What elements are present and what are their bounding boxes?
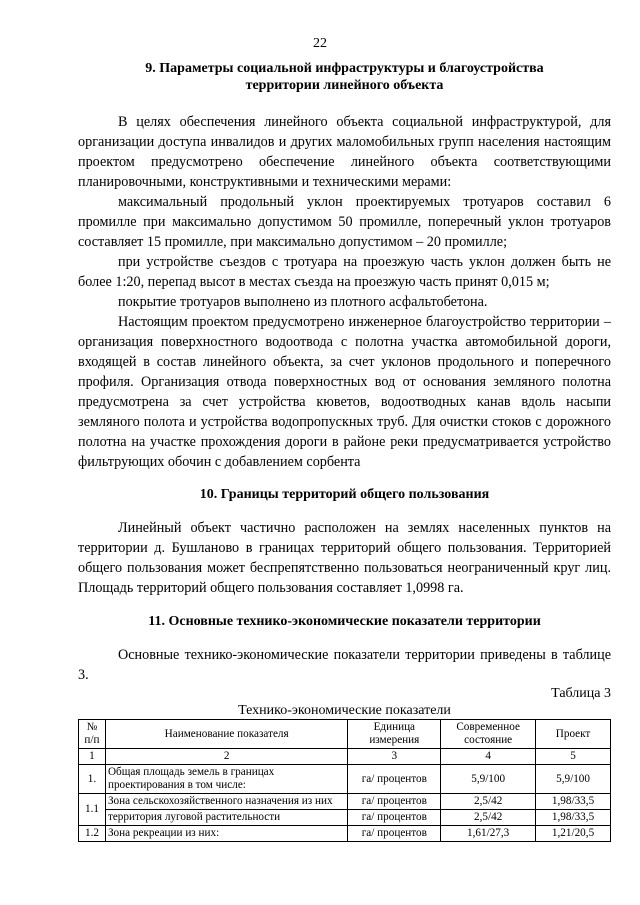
header-unit: Единица измерения — [348, 720, 441, 749]
row-name: Зона рекреации из них: — [105, 826, 347, 842]
section-9-paragraph: при устройстве съездов с тротуара на проезжую часть уклон должен быть не более 1:20, перепад высот в местах съезда на проезжую часть принят 0,015 м; — [78, 254, 611, 290]
section-9-paragraph: В целях обеспечения линейного объекта социальной инфраструктурой, для организации доступа инвалидов и других маломобильных групп населения настоящим проектом предусмотрено обеспечение линейного объекта соответствующими планировочными, конструктивными и техническими мерами: — [78, 114, 611, 190]
row-num: 1.1 — [79, 794, 106, 826]
row-current: 1,61/27,3 — [441, 826, 536, 842]
indicators-table — [78, 719, 611, 842]
row-project: 1,98/33,5 — [536, 794, 611, 810]
row-name: территория луговой растительности — [105, 810, 347, 826]
table-reference: Таблица 3 — [551, 686, 611, 701]
section-11-paragraph: Основные технико-экономические показатели территории приведены в таблице 3. — [78, 647, 611, 683]
row-project: 5,9/100 — [536, 765, 611, 794]
row-name: Зона сельскохозяйственного назначения из них — [105, 794, 347, 810]
section-11-heading: 11. Основные технико-экономические показатели территории — [148, 614, 541, 629]
section-9-paragraph: максимальный продольный уклон проектируемых тротуаров составил 6 промилле при максимально допустимом 50 промилле, поперечный уклон тротуаров составляет 15 промилле, при максимально допустимом – 20 промилле; — [78, 194, 611, 250]
row-name: Общая площадь земель в границах проектирования в том числе: — [105, 765, 347, 794]
index-cell: 2 — [105, 749, 347, 765]
index-cell: 3 — [348, 749, 441, 765]
header-current: Современное состояние — [441, 720, 536, 749]
document-body — [78, 60, 611, 842]
index-cell: 4 — [441, 749, 536, 765]
row-num: 1.2 — [79, 826, 106, 842]
row-project: 1,21/20,5 — [536, 826, 611, 842]
table-row — [79, 794, 611, 810]
index-cell: 5 — [536, 749, 611, 765]
section-9-paragraph: Настоящим проектом предусмотрено инженерное благоустройство территории – организация поверхностного водоотвода с полотна участка автомобильной дороги, входящей в состав линейного объекта, за счет уклонов продольного и поперечного профиля. Организация отвода поверхностных вод от основания земляного полотна предусмотрена за счет устройства кюветов, водоотводных канав вдоль насыпи земляного полота и устройства водопропускных труб. Для очистки стоков с дорожного полотна на участке прохождения дороги в районе реки предусматривается устройство фильтрующих обочин с добавлением сорбента — [78, 314, 611, 470]
row-current: 2,5/42 — [441, 810, 536, 826]
table-row — [79, 810, 611, 826]
section-9-heading-line2: территории линейного объекта — [245, 78, 444, 93]
section-10-heading: 10. Границы территорий общего пользования — [199, 487, 490, 502]
section-9-heading — [78, 60, 611, 94]
table-row — [79, 826, 611, 842]
row-project: 1,98/33,5 — [536, 810, 611, 826]
row-current: 5,9/100 — [441, 765, 536, 794]
row-num: 1. — [79, 765, 106, 794]
table-index-row — [79, 749, 611, 765]
header-name: Наименование показателя — [105, 720, 347, 749]
row-unit: га/ процентов — [348, 765, 441, 794]
row-unit: га/ процентов — [348, 826, 441, 842]
table-row — [79, 765, 611, 794]
page-number: 22 — [313, 36, 327, 51]
table-header-row — [79, 720, 611, 749]
header-num: № п/п — [79, 720, 106, 749]
row-current: 2,5/42 — [441, 794, 536, 810]
row-unit: га/ процентов — [348, 810, 441, 826]
table-title: Технико-экономические показатели — [238, 703, 451, 718]
section-9-heading-line1: 9. Параметры социальной инфраструктуры и благоустройства — [145, 61, 544, 76]
row-unit: га/ процентов — [348, 794, 441, 810]
section-9-paragraph: покрытие тротуаров выполнено из плотного асфальтобетона. — [118, 294, 488, 310]
section-10-paragraph: Линейный объект частично расположен на землях населенных пунктов на территории д. Бушланово в границах территорий общего пользования. Территорией общего пользования может беспрепятственно пользоваться неограниченный круг лиц. Площадь территорий общего пользования составляет 1,0998 га. — [78, 520, 611, 596]
header-project: Проект — [536, 720, 611, 749]
index-cell: 1 — [79, 749, 106, 765]
